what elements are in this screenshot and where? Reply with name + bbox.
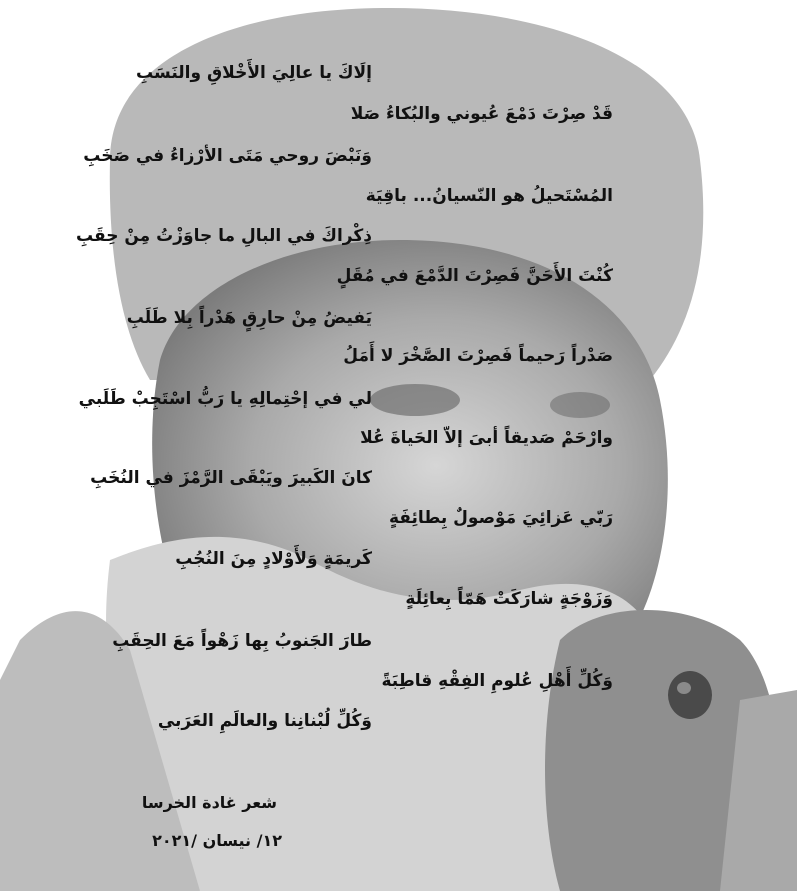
poem-line: قَدْ صِرْتَ دَمْعَ عُيوني والبُكاءُ صَلا	[350, 104, 613, 124]
left-eye-shade	[370, 384, 460, 416]
poem-line: ذِكْراكَ في البالِ ما جاوَزْتُ مِنْ حِقَبِ	[75, 226, 372, 246]
poem-line: صَدْراً رَحيماً فَصِرْتَ الصَّخْرَ لا أَمَلُ	[343, 346, 613, 366]
ring-stone	[668, 671, 712, 719]
poem-line: كُنْتَ الأَحَنَّ فَصِرْتَ الدَّمْعَ في مُقَلٍ	[336, 266, 613, 286]
right-eye-shade	[550, 392, 610, 418]
poem-line: إلَاكَ يا عالِيَ الأَخْلاقِ والنَسَبِ	[136, 63, 372, 83]
poem-line: يَفيضُ مِنْ حارِقٍ هَدْراً بِلا طَلَبِ	[126, 308, 372, 328]
poem-line: وارْحَمْ صَديقاً أبىَ إلاّ الحَياةَ عُلا	[360, 428, 613, 448]
poem-line: وَكُلِّ أَهْلِ عُلومِ الفِقْهِ قاطِبَةً	[381, 671, 613, 691]
poem-line: وَزَوْجَةٍ شارَكَتْ هَمّاً بِعائِلَةٍ	[405, 589, 613, 609]
poem-line: طارَ الجَنوبُ بِها زَهْواً مَعَ الحِقَبِ	[112, 631, 372, 651]
poem-line: رَبّي عَزائِيَ مَوْصولٌ بِطائِفَةٍ	[389, 508, 613, 528]
poem-line: وَكُلِّ لُبْنانِنا والعالَمِ العَرَبي	[157, 711, 372, 731]
poem-line: وَنَبْضَ روحي مَتَى الأرْزاءُ في صَخَبِ	[83, 146, 372, 166]
poem-line: المُسْتَحيلُ هو النّسيانُ... باقِيَة	[365, 186, 613, 206]
poem-line: كَريمَةٍ وَلأَوْلادٍ مِنَ النُجُبِ	[175, 549, 372, 569]
author-signature: شعر غادة الخرسا	[141, 793, 277, 812]
ring-highlight	[677, 682, 691, 694]
poem-line: كانَ الكَبيرَ ويَبْقَى الرَّمْزَ في النُخَبِ	[90, 468, 372, 488]
poem-date: ١٢/ نيسان /٢٠٢١	[152, 831, 282, 850]
poem-line: لي في إحْتِمالِهِ يا رَبُّ اسْتَجِبْ طَلَبي	[78, 389, 372, 409]
